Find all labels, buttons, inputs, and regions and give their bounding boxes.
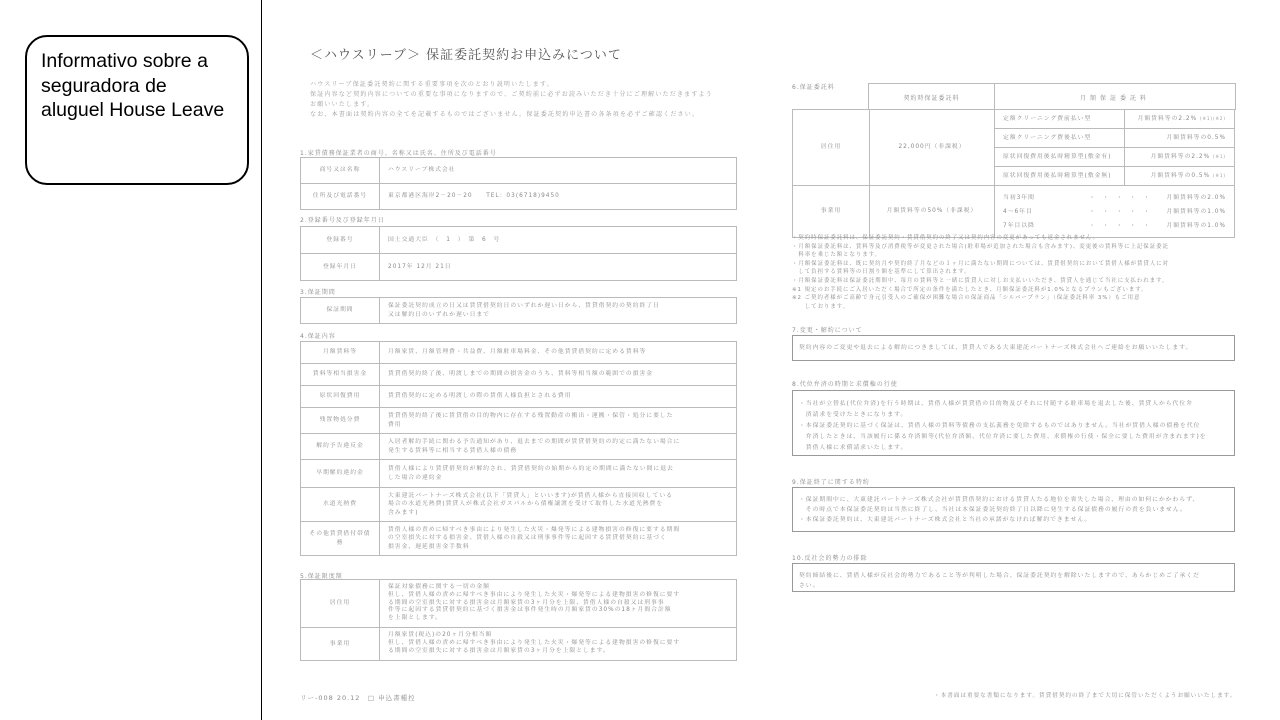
row-label: 登録年月日	[301, 254, 380, 281]
row-value: 保証委託契約成立の日又は賃貸借契約日のいずれか遅い日から、賃貸借契約の契約終了日 又は解約日のいずれか遅い日まで	[380, 298, 737, 324]
table-row	[301, 434, 737, 460]
table-row	[301, 254, 737, 281]
row-label: 月額賃料等	[301, 342, 380, 364]
fee-text: 月額賃料等の2.2%	[1137, 115, 1198, 122]
row-value: 2017年 12月 21日	[380, 254, 737, 281]
row-label: 水道光熱費	[301, 488, 380, 522]
plan-name: 7年目以降	[1003, 222, 1035, 229]
row-value: 東京都港区海岸2－20－20 TEL：03(6718)9450	[380, 184, 737, 210]
plan-fee	[1125, 167, 1235, 186]
section-8-box: ・当社が立替払(代位弁済)を行う時期は、賃借人様が賃貸借の目的物及びそれに付随する駐車場を退去した後、賃貸人から代位弁 済請求を受けたときになります。 ・本保証委託契約に基づく保証は、賃借人様の賃料等債務の支払義務を免除するものではありません。当社が賃借人様の債務を代位 弁済したときは、当該履行に係る弁済額等(代位弁済額、代位弁済に要した費用、求償権の行使・保全に要した費用が含まれます)を 賃借人様に求償請求いたします。	[792, 390, 1235, 456]
section-6-notes: ・契約時保証委託料は、保証委託契約・賃貸借契約の終了又は契約内容の変更があっても返金されません。 ・月額保証委託料は、賃料等及び消費税等が変更された場合(駐車場が追加された場合も含みます)、変更後の賃料等に上記保証委託 料率を乗じた額となります。 ・月額保証委託料は、既に契約月や契約終了月などの１ヶ月に満たない期間については、賃貸借契約において賃借人様が賃貸人に対 して負担する賃料等の日割り額を基準にして算出されます。 ・月額保証委託料は保証委託期間中、毎月の賃料等と一緒に賃貸人に対しお支払いいただき、賃貸人を通じて当社に支払われます。 ※1 規定のお手続にご入居いただく場合で所定の条件を満たしたとき、月額保証委託料が1.0%となるプランもございます。 ※2 ご契約者様がご高齢で身元引受人のご確保が困難な場合の保証商品「シルバープラン」（保証委託料率 3%）もご用意 しております。	[792, 235, 1169, 310]
plan-name: 原状回復費用後払時精算型(敷金無)	[995, 167, 1125, 186]
row-label: 賃料等相当損害金	[301, 364, 380, 386]
table-row	[301, 386, 737, 408]
plan-name: 定額クリーニング費前払い型	[995, 110, 1125, 129]
section-2-heading: 2.登録番号及び登録年月日	[300, 217, 385, 224]
business-plan-row	[1003, 191, 1226, 205]
plan-name: 定額クリーニング費後払い型	[995, 129, 1125, 148]
table-row	[793, 110, 1235, 129]
plan-fee	[1125, 148, 1235, 167]
row-value: 保証対象債務に関する一切の金額 但し、賃借人様の責めに帰すべき事由により発生した火災・爆発等による建物損害の修復に要す る期間の空室損失に対する損害金は月額家賃の3ヶ月分を上限、賃借人様の自殺又は刑事事 件等に起因する賃貸借契約に基づく損害金は事件発生時の月額家賃の30%の18ヶ月間合計額 を上限とします。	[380, 580, 737, 628]
table-row	[301, 580, 737, 628]
fee-note: (※1)(※2)	[1199, 115, 1226, 121]
section-3-table	[300, 297, 737, 324]
document-title: ＜ハウスリーブ＞ 保証委託契約お申込みについて	[310, 48, 622, 63]
plan-dots: ・ ・ ・ ・ ・	[1089, 208, 1151, 215]
row-value: ハウスリーブ株式会社	[380, 158, 737, 184]
row-label: その他賃貸借付帯債務	[301, 522, 380, 556]
fee-text: 月額賃料等の2.2%	[1150, 153, 1211, 160]
row-value: 賃借人様により賃貸借契約が解約され、賃貸借契約の始期から約定の期間に満たない間に退去 した場合の違約金	[380, 460, 737, 488]
plan-dots: ・ ・ ・ ・ ・	[1089, 222, 1151, 229]
section-9-heading: 9.保証終了に関する特約	[792, 479, 870, 486]
row-label: 原状回復費用	[301, 386, 380, 408]
table-row	[793, 186, 1235, 238]
plan-fee	[1125, 129, 1235, 148]
section-6-heading: 6.保証委託料	[792, 84, 835, 91]
row-label: 登録番号	[301, 227, 380, 254]
table-row	[301, 460, 737, 488]
plan-name: 4～6年目	[1003, 208, 1033, 215]
header-text: 月額保証委託料	[1079, 94, 1150, 102]
footer-left: リー-008 20.12 □ 申込書種控	[300, 694, 416, 702]
row-value: 賃貸借契約に定める明渡しの際の賃借人様負担とされる費用	[380, 386, 737, 408]
document-intro: ハウスリーブ保証委託契約に関する重要事項を次のとおり説明いたします。 保証内容など契約内容についての重要な事項になりますので、ご契約前に必ずお読みいただき十分にご理解いただきますよう お願いいたします。 なお、本書面は契約内容の全てを記載するものではございません。保証委託契約申込書の各条項を必ずご確認ください。	[310, 81, 713, 118]
fee-note: (※1)	[1212, 153, 1226, 159]
residential-label: 居住用	[793, 110, 870, 186]
table-row	[301, 184, 737, 210]
table-row	[301, 364, 737, 386]
section-2-table	[300, 226, 737, 281]
plan-name: 原状回復費用後払時精算型(敷金有)	[995, 148, 1125, 167]
scanned-document	[262, 0, 1280, 720]
residential-initial-fee: 22,000円（非課税）	[870, 110, 995, 186]
table-row	[301, 488, 737, 522]
fee-text: 月額賃料等の0.5%	[1166, 134, 1226, 141]
row-label: 残置物処分費	[301, 408, 380, 434]
business-plan-row	[1003, 205, 1226, 219]
table-row	[301, 522, 737, 556]
table-row	[301, 158, 737, 184]
table-row	[301, 408, 737, 434]
plan-fee: 月額賃料等の1.0%	[1166, 222, 1226, 229]
row-value: 賃貸借契約終了後、明渡しまでの期間の損害金のうち、賃料等相当額の範囲での損害金	[380, 364, 737, 386]
plan-fee: 月額賃料等の2.0%	[1166, 194, 1226, 201]
row-value: 賃借人様の責めに帰すべき事由により発生した火災・爆発等による建物損害の修復に要する期間 の空室損失に対する損害金、賃借人様の自殺又は刑事事件等に起因する賃貸借契約に基づく 損害金、遅延損害金手数料	[380, 522, 737, 556]
section-7-box: 契約内容のご変更や退去による解約につきましては、賃貸人である大東建託パートナーズ株式会社へご連絡をお願いいたします。	[792, 335, 1235, 361]
footer-right: ・本書面は重要な書類になります。賃貸借契約の終了まで大切に保管いただくようお願いいたします。	[934, 693, 1237, 699]
section-3-heading: 3.保証期間	[300, 289, 336, 296]
section-10-box: 契約締結後に、賃借人様が反社会的勢力であること等が判明した場合、保証委託契約を解除いたしますので、あらかじめご了承くだ さい。	[792, 563, 1235, 592]
section-10-heading: 10.反社会的勢力の排除	[792, 555, 868, 562]
business-plans	[995, 186, 1235, 238]
row-value: 入居者解約手続に関わる予告通知があり、退去までの期間が賃貸借契約の約定に満たない場合に 発生する賃料等に相当する賃借人様の債務	[380, 434, 737, 460]
header-text: 契約時保証委託料	[903, 94, 960, 102]
section-1-heading: 1.家賃債務保証業者の商号、名称又は氏名、住所及び電話番号	[300, 150, 497, 157]
section-5-heading: 5.保証限度額	[300, 573, 343, 580]
section-6-table	[792, 109, 1235, 238]
row-label: 解約予告違反金	[301, 434, 380, 460]
row-value: 賃貸借契約終了後に賃貸借の目的物内に存在する残置動産の搬出・運搬・保管・処分に要した 費用	[380, 408, 737, 434]
row-label: 住所及び電話番号	[301, 184, 380, 210]
row-value: 月額家賃(税込)の20ヶ月分相当額 但し、賃借人様の責めに帰すべき事由により発生した火災・爆発等による建物損害の修復に要す る期間の空室損失に対する損害金は月額家賃の3ヶ月分を上限とします。	[380, 628, 737, 661]
callout-box	[25, 35, 249, 185]
fee-col-header-initial	[869, 84, 995, 110]
business-initial-fee: 月額賃料等の50%（非課税）	[870, 186, 995, 238]
row-label: 早期解約違約金	[301, 460, 380, 488]
fee-header	[868, 83, 1236, 110]
section-7-heading: 7.変更・解約について	[792, 327, 863, 334]
fee-note: (※1)	[1212, 172, 1226, 178]
row-label: 事業用	[301, 628, 380, 661]
table-row	[301, 342, 737, 364]
section-8-heading: 8.代位弁済の時期と求償権の行使	[792, 381, 898, 388]
section-4-table	[300, 341, 737, 556]
row-value: 国土交通大臣 （ 1 ） 第 6 号	[380, 227, 737, 254]
plan-name: 当初3年間	[1003, 194, 1035, 201]
business-plan-row	[1003, 219, 1226, 233]
fee-col-header-monthly	[995, 84, 1235, 110]
row-label: 保証期間	[301, 298, 380, 324]
business-label: 事業用	[793, 186, 870, 238]
row-value: 大東建託パートナーズ株式会社(以下「賃貸人」といいます)が賃借人様から直接回収している 場合の水道光熱費(賃貸人が株式会社ガスパルから債権譲渡を受けて取得した水道光熱費を 含みます)	[380, 488, 737, 522]
section-5-table	[300, 579, 737, 661]
plan-fee	[1125, 110, 1235, 129]
row-value: 月額家賃、月額管理費・共益費、月額駐車場料金、その他賃貸借契約に定める賃料等	[380, 342, 737, 364]
fee-text: 月額賃料等の0.5%	[1150, 172, 1211, 179]
table-row	[301, 298, 737, 324]
row-label: 商号又は名称	[301, 158, 380, 184]
callout-text: Informativo sobre a seguradora de aluguel House Leave	[41, 50, 225, 121]
table-row	[301, 628, 737, 661]
row-label: 居住用	[301, 580, 380, 628]
plan-fee: 月額賃料等の1.0%	[1166, 208, 1226, 215]
plan-dots: ・ ・ ・ ・ ・	[1089, 194, 1151, 201]
section-1-table	[300, 157, 737, 210]
table-row	[301, 227, 737, 254]
section-9-box: ・保証期間中に、大東建託パートナーズ株式会社が賃貸借契約における賃貸人たる地位を喪失した場合、理由の如何にかかわらず、 その時点で本保証委託契約は当然に終了し、当社は本保証委託契約終了日以降に発生する保証債務の履行の責を負いません。 ・本保証委託契約は、大東建託パートナーズ株式会社と当社の承諾がなければ解約できません。	[792, 487, 1235, 532]
section-4-heading: 4.保証内容	[300, 333, 336, 340]
